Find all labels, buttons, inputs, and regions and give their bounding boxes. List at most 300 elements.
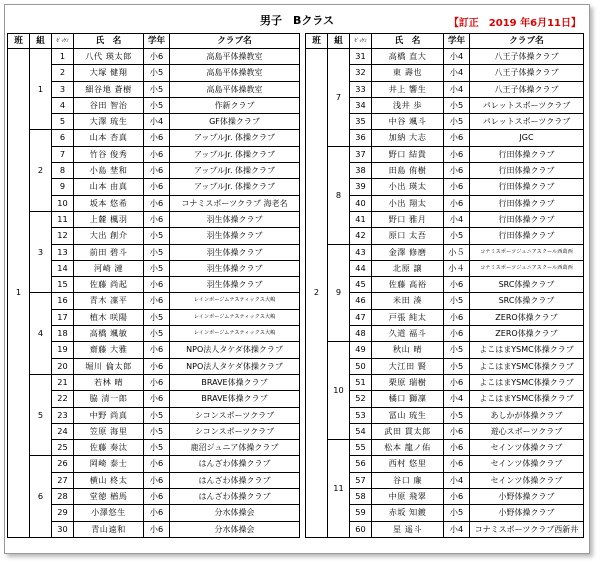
name-cell: 戸張 純太 (372, 309, 444, 325)
grade-cell: 小4 (144, 114, 170, 130)
zekken-cell: 50 (350, 358, 372, 374)
zekken-cell: 6 (52, 130, 74, 146)
table-row (306, 440, 584, 456)
club-cell: 行田体操クラブ (470, 195, 584, 211)
table-row (8, 456, 300, 472)
grade-cell: 小5 (144, 440, 170, 456)
club-cell: パレットスポーツクラブ (470, 97, 584, 113)
zekken-cell: 20 (52, 358, 74, 374)
zekken-cell: 5 (52, 114, 74, 130)
zekken-cell: 18 (52, 326, 74, 342)
grade-cell: 小6 (444, 456, 470, 472)
name-cell: 前田 碧斗 (74, 244, 144, 260)
zekken-cell: 42 (350, 228, 372, 244)
zekken-cell: 31 (350, 49, 372, 65)
grade-cell: 小5 (144, 423, 170, 439)
name-cell: 栗原 瑞樹 (372, 374, 444, 390)
grade-cell: 小5 (144, 244, 170, 260)
name-cell: 河崎 漣 (74, 260, 144, 276)
zekken-cell: 53 (350, 407, 372, 423)
table-row (8, 391, 300, 407)
grade-cell: 小6 (144, 521, 170, 537)
grade-cell: 小6 (144, 374, 170, 390)
grade-cell: 小4 (444, 81, 470, 97)
name-cell: 大出 創介 (74, 228, 144, 244)
name-cell: 大江田 賢 (372, 358, 444, 374)
name-cell: 赤坂 知鍍 (372, 505, 444, 521)
header-grade: 学年 (444, 34, 470, 49)
zekken-cell: 3 (52, 81, 74, 97)
name-cell: 高橋 直大 (372, 49, 444, 65)
name-cell: 西村 悠里 (372, 456, 444, 472)
grade-cell: 小6 (144, 130, 170, 146)
name-cell: 武田 貫太郎 (372, 423, 444, 439)
club-cell: よこはまYSMC体操クラブ (470, 391, 584, 407)
header-zekken: ｾﾞｯｹﾝ (350, 34, 372, 49)
table-row (8, 163, 300, 179)
club-cell: 八王子体操クラブ (470, 65, 584, 81)
kumi-cell: 8 (328, 146, 350, 244)
grade-cell: 小5 (444, 114, 470, 130)
club-cell: ZERO体操クラブ (470, 326, 584, 342)
grade-cell: 小6 (144, 472, 170, 488)
name-cell: 小出 翔太 (372, 195, 444, 211)
name-cell: 青山遠和 (74, 521, 144, 537)
zekken-cell: 39 (350, 179, 372, 195)
roster-table-left (7, 33, 300, 538)
grade-cell: 小5 (144, 228, 170, 244)
club-cell: よこはまYSMC体操クラブ (470, 374, 584, 390)
club-cell: レインボージムナスティックス大嶋 (170, 326, 300, 342)
club-cell: 鹿沼ジュニア体操クラブ (170, 440, 300, 456)
header-club: クラブ名 (170, 34, 300, 49)
club-cell: はんざわ体操クラブ (170, 489, 300, 505)
club-cell: 羽生体操クラブ (170, 211, 300, 227)
kumi-cell: 3 (30, 211, 52, 292)
grade-cell: 小6 (444, 374, 470, 390)
grade-cell: 小5 (144, 97, 170, 113)
club-cell: コナミスポーツクラブ西新井 (470, 521, 584, 537)
table-row (8, 293, 300, 309)
table-row (8, 521, 300, 537)
name-cell: 若林 晴 (74, 374, 144, 390)
grade-cell: 小5 (444, 97, 470, 113)
club-cell: アップルJr. 体操クラブ (170, 130, 300, 146)
grade-cell: 小6 (444, 309, 470, 325)
club-cell: アップルJr. 体操クラブ (170, 179, 300, 195)
name-cell: 堂徳 楢馬 (74, 489, 144, 505)
kumi-cell: 1 (30, 49, 52, 130)
name-cell: 笠原 海里 (74, 423, 144, 439)
club-cell: GF体操クラブ (170, 114, 300, 130)
grade-cell: 小6 (144, 391, 170, 407)
club-cell: 高島平体操教室 (170, 81, 300, 97)
club-cell: はんざわ体操クラブ (170, 456, 300, 472)
club-cell: BRAVE体操クラブ (170, 374, 300, 390)
name-cell: 野口 結貴 (372, 146, 444, 162)
club-cell: SRC体操クラブ (470, 277, 584, 293)
grade-cell: 小5 (444, 293, 470, 309)
grade-cell: 小5 (144, 407, 170, 423)
grade-cell: 小4 (444, 521, 470, 537)
table-row (8, 277, 300, 293)
club-cell: ZERO体操クラブ (470, 309, 584, 325)
club-cell: はんざわ体操クラブ (170, 472, 300, 488)
name-cell: 加納 大志 (372, 130, 444, 146)
name-cell: 細谷地 蒼樹 (74, 81, 144, 97)
table-row (8, 407, 300, 423)
club-cell: 小野体操クラブ (470, 505, 584, 521)
zekken-cell: 45 (350, 277, 372, 293)
grade-cell: 小5 (444, 505, 470, 521)
name-cell: 橘口 獅凜 (372, 391, 444, 407)
page-title: 男子 Bクラス (259, 14, 335, 27)
zekken-cell: 35 (350, 114, 372, 130)
grade-cell: 小6 (144, 342, 170, 358)
grade-cell: 小6 (144, 163, 170, 179)
grade-cell: 小6 (144, 505, 170, 521)
club-cell: 行田体操クラブ (470, 179, 584, 195)
table-row (8, 81, 300, 97)
name-cell: 谷口 廉 (372, 472, 444, 488)
club-cell: 分水体操会 (170, 521, 300, 537)
club-cell: コナミスポーツジュニアスクール西葛西 (470, 260, 584, 276)
club-cell: パレットスポーツクラブ (470, 114, 584, 130)
club-cell: セインツ体操クラブ (470, 456, 584, 472)
zekken-cell: 40 (350, 195, 372, 211)
name-cell: 佐藤 尚起 (74, 277, 144, 293)
grade-cell: 小6 (444, 440, 470, 456)
club-cell: シコンスポーツクラブ (170, 423, 300, 439)
name-cell: 秋山 晴 (372, 342, 444, 358)
zekken-cell: 51 (350, 374, 372, 390)
grade-cell: 小6 (144, 277, 170, 293)
club-cell: 作新クラブ (170, 97, 300, 113)
zekken-cell: 25 (52, 440, 74, 456)
name-cell: 中谷 颯斗 (372, 114, 444, 130)
grade-cell: 小5 (444, 407, 470, 423)
zekken-cell: 7 (52, 146, 74, 162)
club-cell: アップルJr. 体操クラブ (170, 163, 300, 179)
table-row (8, 260, 300, 276)
name-cell: 坂本 悠希 (74, 195, 144, 211)
zekken-cell: 59 (350, 505, 372, 521)
club-cell: 小野体操クラブ (470, 489, 584, 505)
zekken-cell: 43 (350, 244, 372, 260)
grade-cell: 小6 (144, 146, 170, 162)
name-cell: 大塚 健翔 (74, 65, 144, 81)
zekken-cell: 30 (52, 521, 74, 537)
zekken-cell: 34 (350, 97, 372, 113)
zekken-cell: 12 (52, 228, 74, 244)
table-row (8, 65, 300, 81)
grade-cell: 小4 (444, 472, 470, 488)
zekken-cell: 47 (350, 309, 372, 325)
club-cell: あしかが体操クラブ (470, 407, 584, 423)
club-cell: 行田体操クラブ (470, 211, 584, 227)
club-cell: 高島平体操教室 (170, 65, 300, 81)
grade-cell: 小6 (444, 163, 470, 179)
club-cell: 羽生体操クラブ (170, 244, 300, 260)
zekken-cell: 8 (52, 163, 74, 179)
grade-cell: 小5 (144, 309, 170, 325)
han-cell: 1 (8, 49, 30, 538)
zekken-cell: 49 (350, 342, 372, 358)
club-cell: コナミスポーツジュニアスクール西葛西 (470, 244, 584, 260)
name-cell: 中原 飛翠 (372, 489, 444, 505)
grade-cell: 小6 (444, 146, 470, 162)
kumi-cell: 11 (328, 440, 350, 538)
name-cell: 山本 杏真 (74, 130, 144, 146)
header-kumi: 組 (30, 34, 52, 49)
club-cell: 遊心スポーツクラブ (470, 423, 584, 439)
grade-cell: 小6 (144, 358, 170, 374)
name-cell: 竹谷 俊秀 (74, 146, 144, 162)
zekken-cell: 48 (350, 326, 372, 342)
document-page (4, 4, 590, 554)
name-cell: 冨山 琉生 (372, 407, 444, 423)
club-cell: 羽生体操クラブ (170, 277, 300, 293)
grade-cell: 小5 (444, 358, 470, 374)
grade-cell: 小6 (144, 489, 170, 505)
zekken-cell: 44 (350, 260, 372, 276)
club-cell: コナミスポーツクラブ 海老名 (170, 195, 300, 211)
name-cell: 岡崎 泰士 (74, 456, 144, 472)
table-row (306, 244, 584, 260)
grade-cell: 小6 (444, 179, 470, 195)
club-cell: よこはまYSMC体操クラブ (470, 342, 584, 358)
name-cell: 大澤 琉生 (74, 114, 144, 130)
grade-cell: 小4 (444, 49, 470, 65)
table-row (8, 114, 300, 130)
club-cell: 行田体操クラブ (470, 163, 584, 179)
kumi-cell: 7 (328, 49, 350, 147)
club-cell: レインボージムナスティックス大嶋 (170, 309, 300, 325)
grade-cell: 小５ (444, 244, 470, 260)
name-cell: 佐藤 奏汰 (74, 440, 144, 456)
kumi-cell: 4 (30, 293, 52, 374)
table-row (8, 489, 300, 505)
zekken-cell: 32 (350, 65, 372, 81)
grade-cell: 小6 (144, 179, 170, 195)
table-row (8, 472, 300, 488)
club-cell: 八王子体操クラブ (470, 81, 584, 97)
table-row (8, 97, 300, 113)
name-cell: 山本 由真 (74, 179, 144, 195)
name-cell: 高橋 颯敏 (74, 326, 144, 342)
grade-cell: 小6 (444, 423, 470, 439)
name-cell: 星 遥斗 (372, 521, 444, 537)
grade-cell: 小5 (144, 260, 170, 276)
name-cell: 小出 瑛太 (372, 179, 444, 195)
grade-cell: 小４ (444, 260, 470, 276)
zekken-cell: 22 (52, 391, 74, 407)
zekken-cell: 56 (350, 456, 372, 472)
name-cell: 上麓 楓羽 (74, 211, 144, 227)
table-row (8, 179, 300, 195)
table-row (306, 342, 584, 358)
name-cell: 野口 雅月 (372, 211, 444, 227)
header-grade: 学年 (144, 34, 170, 49)
name-cell: 堀川 倫太郎 (74, 358, 144, 374)
grade-cell: 小6 (444, 489, 470, 505)
table-row (8, 342, 300, 358)
name-cell: 東 壽也 (372, 65, 444, 81)
club-cell: セインツ体操クラブ (470, 440, 584, 456)
zekken-cell: 58 (350, 489, 372, 505)
name-cell: 齋藤 大雅 (74, 342, 144, 358)
table-row (8, 146, 300, 162)
name-cell: 谷田 智治 (74, 97, 144, 113)
name-cell: 植木 咲陽 (74, 309, 144, 325)
club-cell: 行田体操クラブ (470, 146, 584, 162)
table-row (8, 211, 300, 227)
name-cell: 小澤悠生 (74, 505, 144, 521)
name-cell: 脇 清一郎 (74, 391, 144, 407)
grade-cell: 小5 (144, 81, 170, 97)
grade-cell: 小6 (144, 211, 170, 227)
name-cell: 八代 瑛太郎 (74, 49, 144, 65)
club-cell: レインボージムナスティックス大嶋 (170, 293, 300, 309)
name-cell: 田島 侑樹 (372, 163, 444, 179)
name-cell: 米田 湊 (372, 293, 444, 309)
grade-cell: 小4 (444, 211, 470, 227)
table-row (8, 374, 300, 390)
club-cell: BRAVE体操クラブ (170, 391, 300, 407)
zekken-cell: 36 (350, 130, 372, 146)
club-cell: よこはまYSMC体操クラブ (470, 358, 584, 374)
grade-cell: 小6 (144, 456, 170, 472)
grade-cell: 小6 (444, 326, 470, 342)
club-cell: 羽生体操クラブ (170, 260, 300, 276)
zekken-cell: 24 (52, 423, 74, 439)
club-cell: JGC (470, 130, 584, 146)
zekken-cell: 19 (52, 342, 74, 358)
zekken-cell: 14 (52, 260, 74, 276)
table-row (8, 505, 300, 521)
name-cell: 小島 埜和 (74, 163, 144, 179)
table-row (8, 358, 300, 374)
zekken-cell: 11 (52, 211, 74, 227)
grade-cell: 小5 (144, 65, 170, 81)
name-cell: 金澤 修磨 (372, 244, 444, 260)
zekken-cell: 41 (350, 211, 372, 227)
club-cell: セインツ体操クラブ (470, 472, 584, 488)
club-cell: NPO法人タケダ体操クラブ (170, 342, 300, 358)
zekken-cell: 55 (350, 440, 372, 456)
correction-note: 【訂正 2019 年6月11日】 (448, 18, 581, 29)
header-name: 氏 名 (74, 34, 144, 49)
header-han: 班 (306, 34, 328, 49)
zekken-cell: 17 (52, 309, 74, 325)
han-cell: 2 (306, 49, 328, 538)
table-row (306, 146, 584, 162)
zekken-cell: 15 (52, 277, 74, 293)
header-kumi: 組 (328, 34, 350, 49)
zekken-cell: 21 (52, 374, 74, 390)
kumi-cell: 5 (30, 374, 52, 455)
zekken-cell: 38 (350, 163, 372, 179)
zekken-cell: 52 (350, 391, 372, 407)
zekken-cell: 60 (350, 521, 372, 537)
table-row (8, 309, 300, 325)
grade-cell: 小4 (444, 391, 470, 407)
grade-cell: 小5 (144, 326, 170, 342)
kumi-cell: 9 (328, 244, 350, 342)
zekken-cell: 37 (350, 146, 372, 162)
zekken-cell: 13 (52, 244, 74, 260)
name-cell: 久道 福斗 (372, 326, 444, 342)
zekken-cell: 2 (52, 65, 74, 81)
grade-cell: 小5 (444, 228, 470, 244)
club-cell: 羽生体操クラブ (170, 228, 300, 244)
zekken-cell: 27 (52, 472, 74, 488)
club-cell: アップルJr. 体操クラブ (170, 146, 300, 162)
table-row (8, 440, 300, 456)
table-row (8, 244, 300, 260)
name-cell: 中野 尚真 (74, 407, 144, 423)
zekken-cell: 29 (52, 505, 74, 521)
table-row (8, 49, 300, 65)
zekken-cell: 33 (350, 81, 372, 97)
table-row (8, 326, 300, 342)
zekken-cell: 23 (52, 407, 74, 423)
header-name: 氏 名 (372, 34, 444, 49)
header-zekken: ｾﾞｯｹﾝ (52, 34, 74, 49)
table-row (8, 423, 300, 439)
zekken-cell: 1 (52, 49, 74, 65)
grade-cell: 小4 (444, 65, 470, 81)
zekken-cell: 4 (52, 97, 74, 113)
name-cell: 佐藤 高裕 (372, 277, 444, 293)
name-cell: 松本 龍ノ佑 (372, 440, 444, 456)
kumi-cell: 6 (30, 456, 52, 537)
zekken-cell: 10 (52, 195, 74, 211)
club-cell: 高島平体操教室 (170, 49, 300, 65)
roster-table-right (305, 33, 584, 538)
table-row (8, 195, 300, 211)
name-cell: 井上 響生 (372, 81, 444, 97)
table-row (306, 49, 584, 65)
name-cell: 北原 譲 (372, 260, 444, 276)
zekken-cell: 16 (52, 293, 74, 309)
grade-cell: 小6 (444, 195, 470, 211)
grade-cell: 小5 (444, 342, 470, 358)
table-row (8, 130, 300, 146)
club-cell: シコンスポーツクラブ (170, 407, 300, 423)
zekken-cell: 26 (52, 456, 74, 472)
club-cell: SRC体操クラブ (470, 293, 584, 309)
table-row (8, 228, 300, 244)
grade-cell: 小6 (444, 277, 470, 293)
name-cell: 浅井 歩 (372, 97, 444, 113)
header-club: クラブ名 (470, 34, 584, 49)
grade-cell: 小6 (144, 49, 170, 65)
zekken-cell: 28 (52, 489, 74, 505)
club-cell: NPO法人タケダ体操クラブ (170, 358, 300, 374)
header-han: 班 (8, 34, 30, 49)
grade-cell: 小6 (144, 195, 170, 211)
name-cell: 原口 太吾 (372, 228, 444, 244)
name-cell: 青木 凜平 (74, 293, 144, 309)
zekken-cell: 46 (350, 293, 372, 309)
kumi-cell: 10 (328, 342, 350, 440)
club-cell: 分水体操会 (170, 505, 300, 521)
grade-cell: 小6 (444, 130, 470, 146)
kumi-cell: 2 (30, 130, 52, 211)
name-cell: 横山 柊太 (74, 472, 144, 488)
zekken-cell: 54 (350, 423, 372, 439)
